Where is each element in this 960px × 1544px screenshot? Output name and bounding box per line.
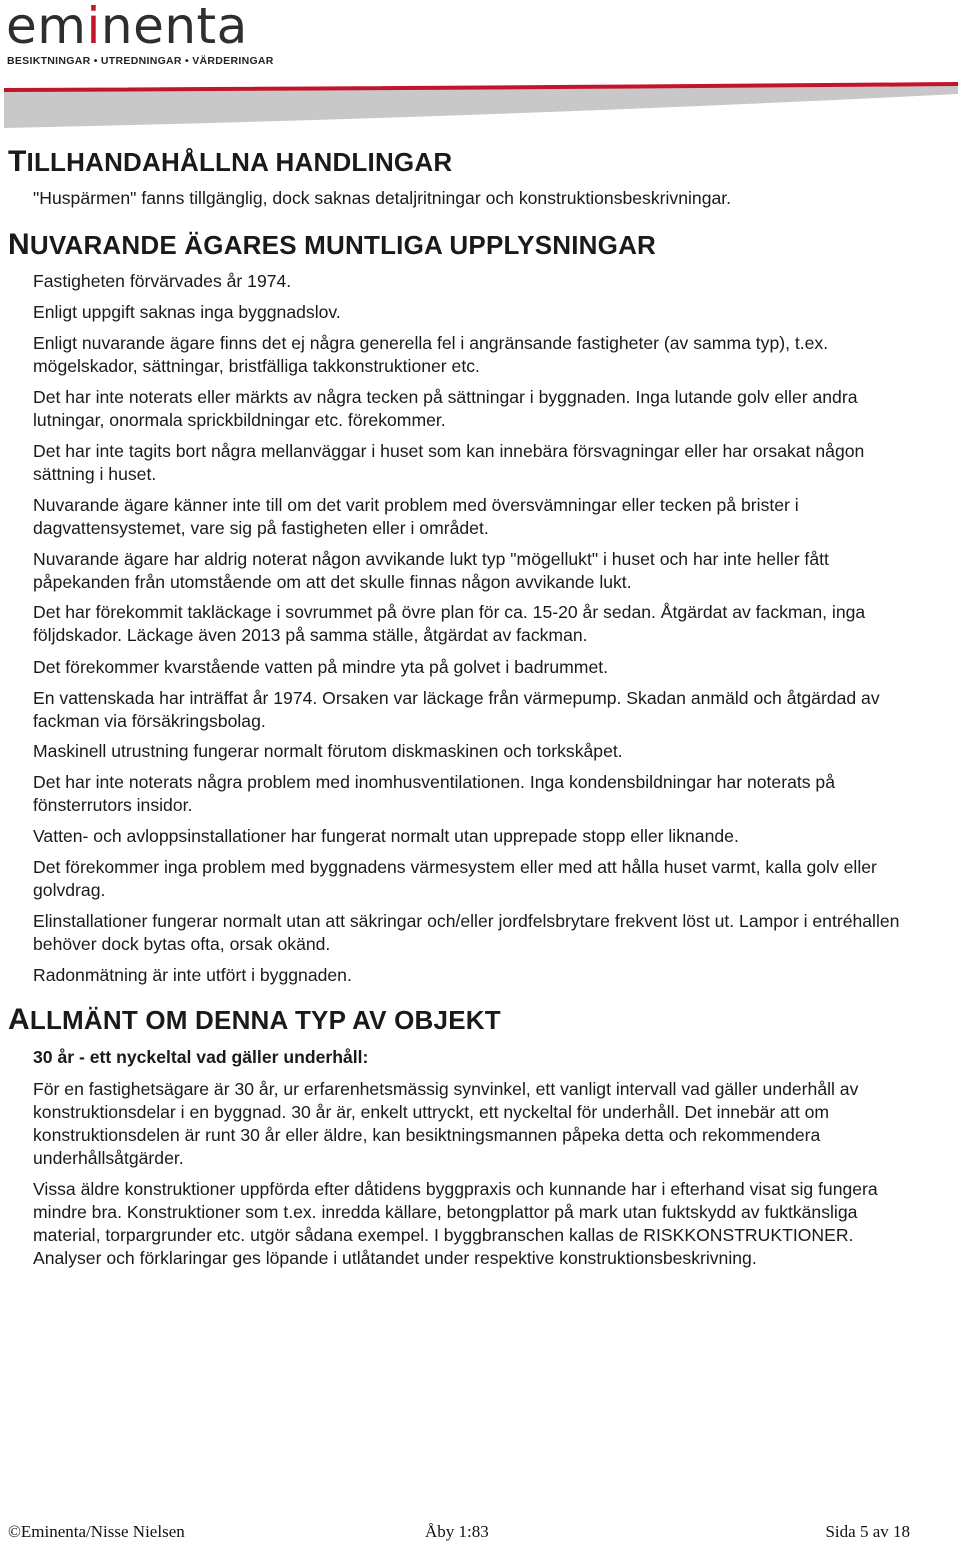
- paragraph: Elinstallationer fungerar normalt utan att säkringar och/eller jordfelsbrytare frekvent löst ut. Lampor i entréhallen behöver dock bytas ofta, orsak okänd.: [33, 911, 900, 954]
- paragraph: Det har inte noterats några problem med inomhusventilationen. Inga kondensbildningar har noterats på fönsterrutors insidor.: [33, 772, 835, 815]
- footer-page-number: Sida 5 av 18: [825, 1522, 910, 1541]
- company-logo: eminenta: [6, 0, 248, 55]
- paragraph: Det förekommer kvarstående vatten på mindre yta på golvet i badrummet.: [33, 657, 609, 677]
- page-footer: [0, 1520, 960, 1544]
- paragraph: Nuvarande ägare känner inte till om det varit problem med översvämningar eller tecken på brister i dagvattensystemet, vare sig på fastigheten eller i området.: [33, 495, 799, 538]
- section-heading-upplysningar: NUVARANDE ÄGARES MUNTLIGA UPPLYSNINGAR: [8, 228, 657, 261]
- footer-copyright: ©Eminenta/Nisse Nielsen: [8, 1522, 185, 1541]
- company-tagline: BESIKTNINGAR • UTREDNINGAR • VÄRDERINGAR: [7, 55, 274, 67]
- paragraph: Nuvarande ägare har aldrig noterat någon avvikande lukt typ "mögellukt" i huset och har inte heller fått påpekanden från utomstående om att det skulle finnas någon avvikande lukt.: [33, 549, 829, 592]
- paragraph: För en fastighetsägare är 30 år, ur erfarenhetsmässig synvinkel, ett vanligt intervall vad gäller underhåll av konstruktionsdelar i en byggnad. 30 år är, enkelt uttryckt, ett nyckeltal för underhåll. Det innebär att om konstruktionsdelen är runt 30 år eller äldre, kan besiktningsmannen påpeka detta och rekommendera underhållsåtgärder.: [33, 1079, 859, 1168]
- section-heading-handlingar: TILLHANDAHÅLLNA HANDLINGAR: [8, 145, 453, 178]
- paragraph: Enligt nuvarande ägare finns det ej några generella fel i angränsande fastigheter (av samma typ), t.ex. mögelskador, sättningar, bristfälliga takkonstruktioner etc.: [33, 333, 829, 376]
- paragraph: En vattenskada har inträffat år 1974. Orsaken var läckage från värmepump. Skadan anmäld och åtgärdad av fackman via försäkringsbolag.: [33, 688, 880, 731]
- paragraph: Radonmätning är inte utfört i byggnaden.: [33, 965, 352, 985]
- paragraph: Det har inte noterats eller märkts av några tecken på sättningar i byggnaden. Inga lutande golv eller andra lutningar, onormala sprickbildningar etc. förekommer.: [33, 387, 858, 430]
- section-heading-allmant: ALLMÄNT OM DENNA TYP AV OBJEKT: [8, 1003, 501, 1036]
- paragraph: Det förekommer inga problem med byggnadens värmesystem eller med att hålla huset varmt, kalla golv eller golvdrag.: [33, 857, 877, 900]
- header-band: [0, 78, 960, 128]
- paragraph: Maskinell utrustning fungerar normalt förutom diskmaskinen och torkskåpet.: [33, 741, 623, 761]
- paragraph: Vatten- och avloppsinstallationer har fungerat normalt utan upprepade stopp eller liknande.: [33, 826, 739, 846]
- paragraph: Det har förekommit takläckage i sovrummet på övre plan för ca. 15-20 år sedan. Åtgärdat av fackman, inga följdskador. Läckage även 2013 på samma ställe, åtgärdat av fackman.: [33, 602, 866, 645]
- paragraph: Vissa äldre konstruktioner uppförda efter dåtidens byggpraxis och kunnande har i efterhand visat sig fungera mindre bra. Konstruktioner som t.ex. inredda källare, betongplattor på mark utan fuktskydd av fuktkänsliga material, torpargrunder etc. utgör sådana exempel. I byggbranschen kallas de RISKKONSTRUKTIONER. Analyser och förklaringar ges löpande i utlåtandet under respektive konstruktionsbeskrivning.: [33, 1179, 878, 1268]
- subheading: 30 år - ett nyckeltal vad gäller underhåll:: [33, 1047, 369, 1067]
- paragraph: "Huspärmen" fanns tillgänglig, dock saknas detaljritningar och konstruktionsbeskrivningar.: [33, 188, 732, 208]
- page-header: [0, 0, 960, 130]
- paragraph: Det har inte tagits bort några mellanväggar i huset som kan innebära försvagningar eller har orsakat någon sättning i huset.: [33, 441, 865, 484]
- footer-property: Åby 1:83: [425, 1522, 489, 1541]
- paragraph: Fastigheten förvärvades år 1974.: [33, 271, 292, 291]
- paragraph: Enligt uppgift saknas inga byggnadslov.: [33, 302, 341, 322]
